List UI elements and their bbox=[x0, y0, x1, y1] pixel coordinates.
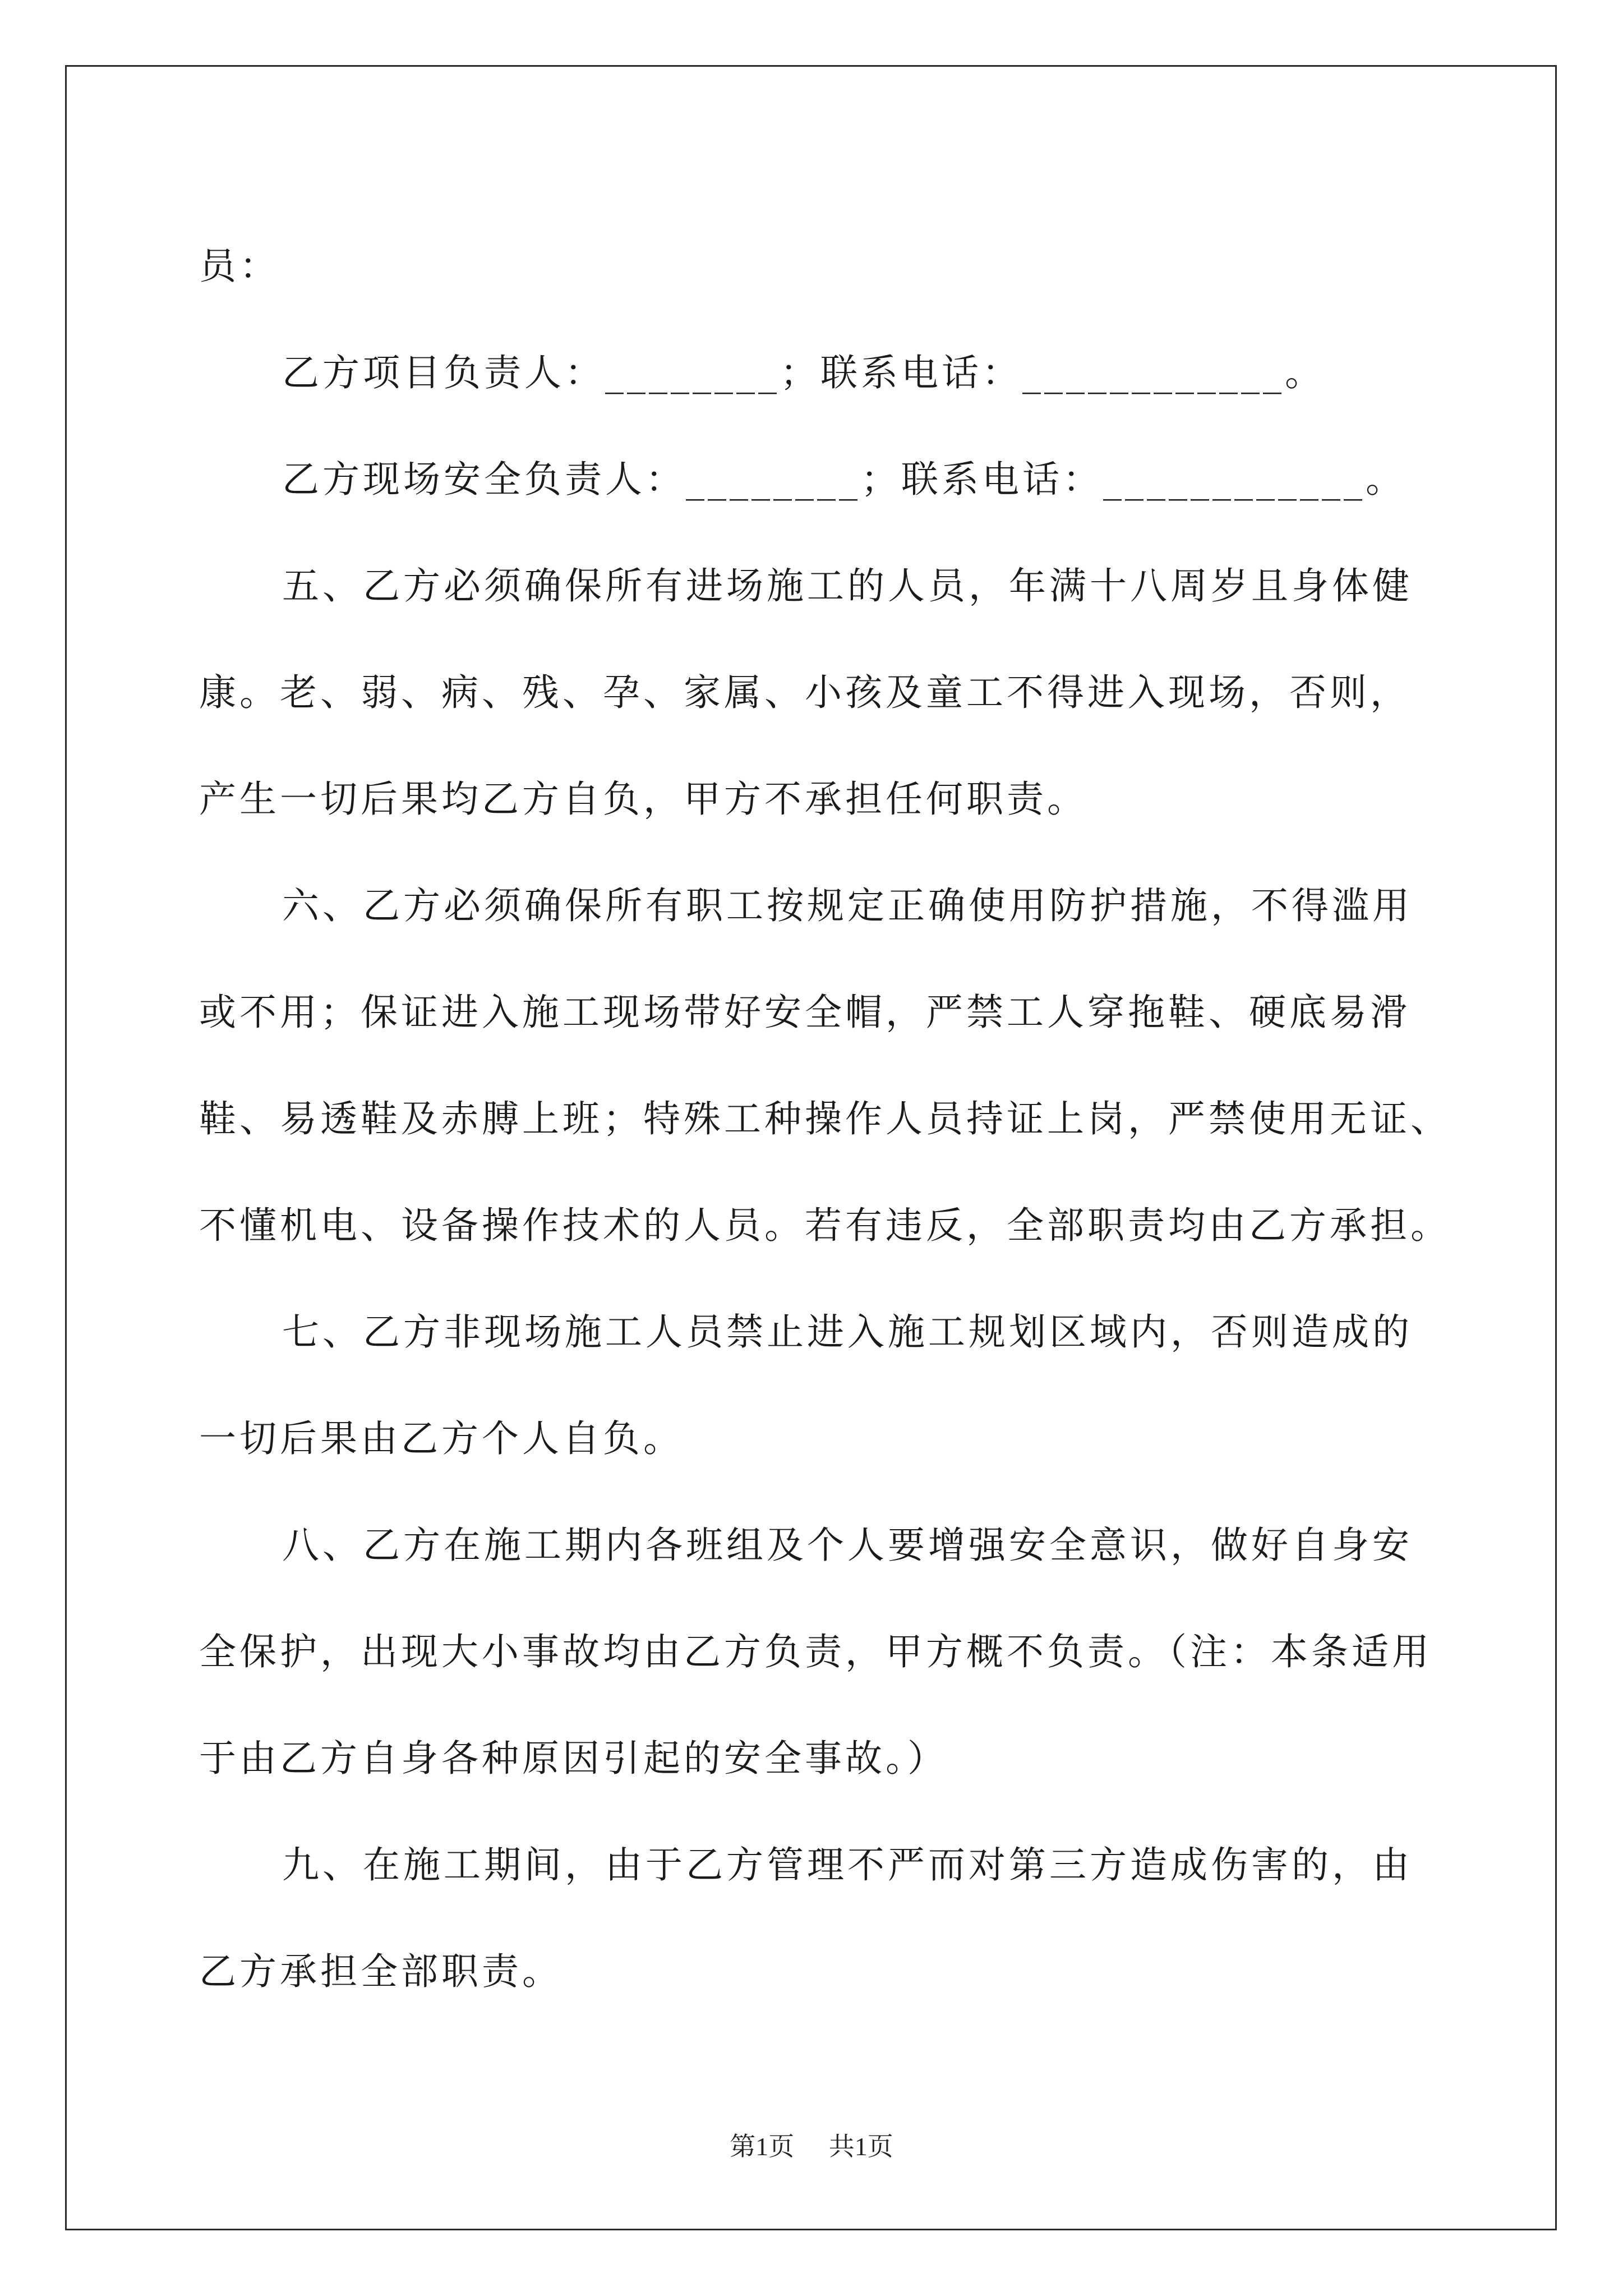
text-line: 九、在施工期间，由于乙方管理不严而对第三方造成伤害的，由 bbox=[282, 1843, 1413, 1887]
text-line: 一切后果由乙方个人自负。 bbox=[199, 1417, 684, 1460]
text-line: 不懂机电、设备操作技术的人员。若有违反，全部职责均由乙方承担。 bbox=[199, 1204, 1451, 1247]
text-line: 或不用；保证进入施工现场带好安全帽，严禁工人穿拖鞋、硬底易滑 bbox=[199, 991, 1410, 1034]
text-line: 康。老、弱、病、残、孕、家属、小孩及童工不得进入现场，否则， bbox=[199, 671, 1410, 714]
page-number: 第1页 bbox=[730, 2132, 795, 2161]
text-line: 乙方现场安全负责人：________；联系电话：____________。 bbox=[282, 458, 1406, 501]
text-line: 乙方项目负责人：________；联系电话：____________。 bbox=[282, 351, 1325, 394]
text-line: 乙方承担全部职责。 bbox=[199, 1950, 562, 1993]
text-line: 员： bbox=[199, 245, 280, 288]
text-line: 八、乙方在施工期内各班组及个人要增强安全意识，做好自身安 bbox=[282, 1524, 1413, 1567]
text-line: 于由乙方自身各种原因引起的安全事故。） bbox=[199, 1737, 948, 1780]
text-line: 六、乙方必须确保所有职工按规定正确使用防护措施，不得滥用 bbox=[282, 884, 1413, 927]
page-footer bbox=[0, 2126, 1623, 2163]
document-body bbox=[199, 213, 1451, 2025]
text-line: 全保护，出现大小事故均由乙方负责，甲方概不负责。（注：本条适用 bbox=[199, 1630, 1432, 1673]
text-line: 五、乙方必须确保所有进场施工的人员，年满十八周岁且身体健 bbox=[282, 564, 1413, 608]
text-line: 七、乙方非现场施工人员禁止进入施工规划区域内，否则造成的 bbox=[282, 1310, 1413, 1354]
text-line: 产生一切后果均乙方自负，甲方不承担任何职责。 bbox=[199, 777, 1087, 821]
page-total: 共1页 bbox=[828, 2132, 893, 2161]
text-line: 鞋、易透鞋及赤膊上班；特殊工种操作人员持证上岗，严禁使用无证、 bbox=[199, 1097, 1451, 1140]
